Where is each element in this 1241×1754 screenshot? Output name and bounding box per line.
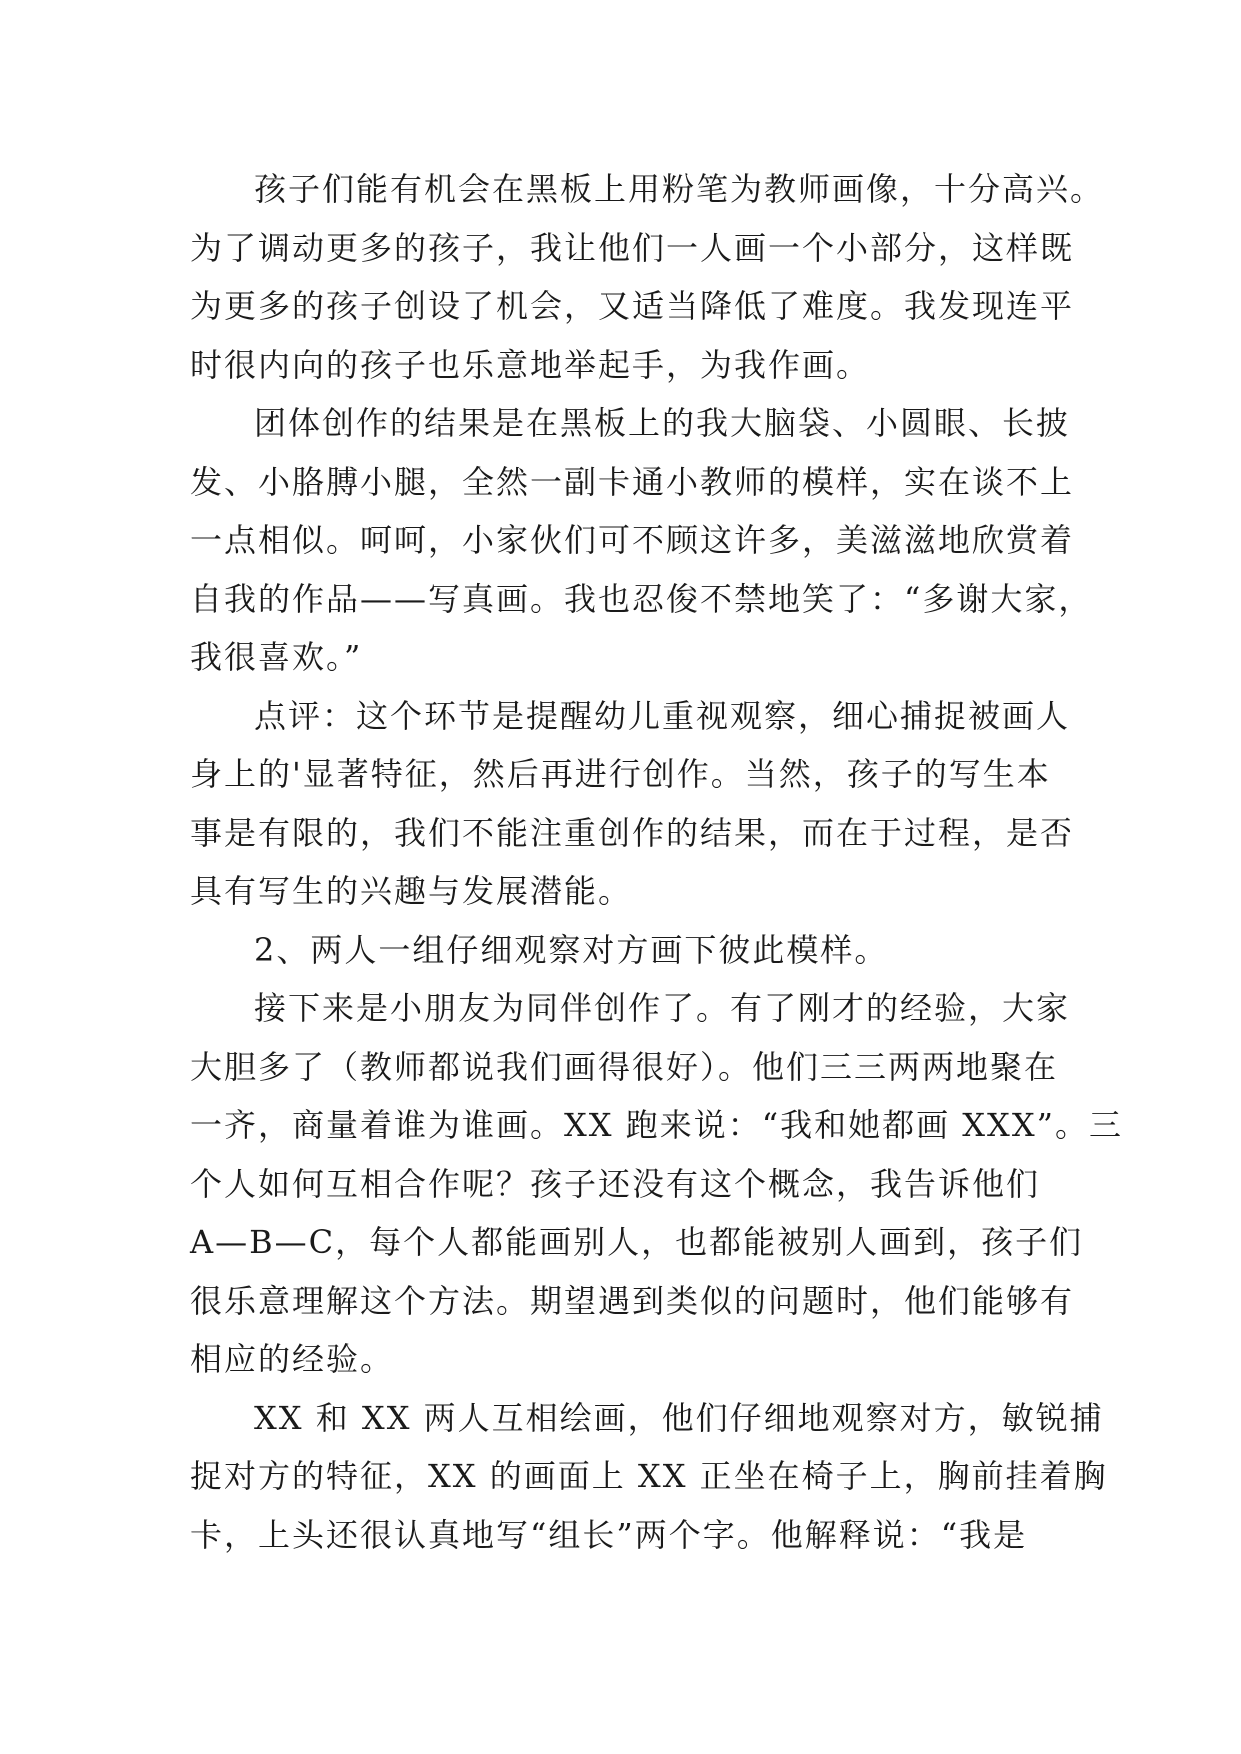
paragraph-line: XX 和 XX 两人互相绘画，他们仔细地观察对方，敏锐捕 bbox=[254, 1398, 1104, 1437]
paragraph-line: 发、小胳膊小腿，全然一副卡通小教师的模样，实在谈不上 bbox=[190, 462, 1075, 501]
paragraph-line: 很乐意理解这个方法。期望遇到类似的问题时，他们能够有 bbox=[190, 1281, 1075, 1320]
paragraph-line: 时很内向的孩子也乐意地举起手，为我作画。 bbox=[190, 345, 871, 384]
paragraph-line: 团体创作的结果是在黑板上的我大脑袋、小圆眼、长披 bbox=[254, 404, 1071, 442]
paragraph-line: 孩子们能有机会在黑板上用粉笔为教师画像，十分高兴。 bbox=[254, 170, 1105, 208]
paragraph-line: 接下来是小朋友为同伴创作了。有了刚才的经验，大家 bbox=[254, 989, 1071, 1027]
section-heading: 2、两人一组仔细观察对方画下彼此模样。 bbox=[254, 930, 889, 969]
paragraph-line: 卡，上头还很认真地写“组长”两个字。他解释说：“我是 bbox=[190, 1515, 1028, 1554]
paragraph-line: 具有写生的兴趣与发展潜能。 bbox=[190, 872, 633, 910]
paragraph-line: 个人如何互相合作呢？孩子还没有这个概念，我告诉他们 bbox=[190, 1164, 1041, 1203]
paragraph-line: 身上的'显著特征，然后再进行创作。当然，孩子的写生本 bbox=[190, 755, 1051, 793]
body-text bbox=[190, 160, 1123, 1564]
paragraph-line: A—B—C，每个人都能画别人，也都能被别人画到，孩子们 bbox=[190, 1223, 1084, 1261]
paragraph-line: 大胆多了（教师都说我们画得很好）。他们三三两两地聚在 bbox=[190, 1047, 1059, 1086]
paragraph-line: 捉对方的特征，XX 的画面上 XX 正坐在椅子上，胸前挂着胸 bbox=[190, 1457, 1108, 1495]
paragraph-line: 自我的作品——写真画。我也忍俊不禁地笑了：“多谢大家， bbox=[190, 579, 1093, 618]
paragraph-line: 为更多的孩子创设了机会，又适当降低了难度。我发现连平 bbox=[190, 287, 1075, 325]
paragraph-line: 一齐，商量着谁为谁画。XX 跑来说：“我和她都画 XXX”。三 bbox=[190, 1106, 1123, 1144]
paragraph-line: 一点相似。呵呵，小家伙们可不顾这许多，美滋滋地欣赏着 bbox=[190, 521, 1075, 559]
paragraph-line: 点评：这个环节是提醒幼儿重视观察，细心捕捉被画人 bbox=[254, 696, 1071, 735]
paragraph-line: 我很喜欢。” bbox=[190, 638, 363, 676]
paragraph-line: 相应的经验。 bbox=[190, 1340, 395, 1378]
paragraph-line: 事是有限的，我们不能注重创作的结果，而在于过程，是否 bbox=[190, 813, 1075, 852]
paragraph-line: 为了调动更多的孩子，我让他们一人画一个小部分，这样既 bbox=[190, 228, 1075, 267]
